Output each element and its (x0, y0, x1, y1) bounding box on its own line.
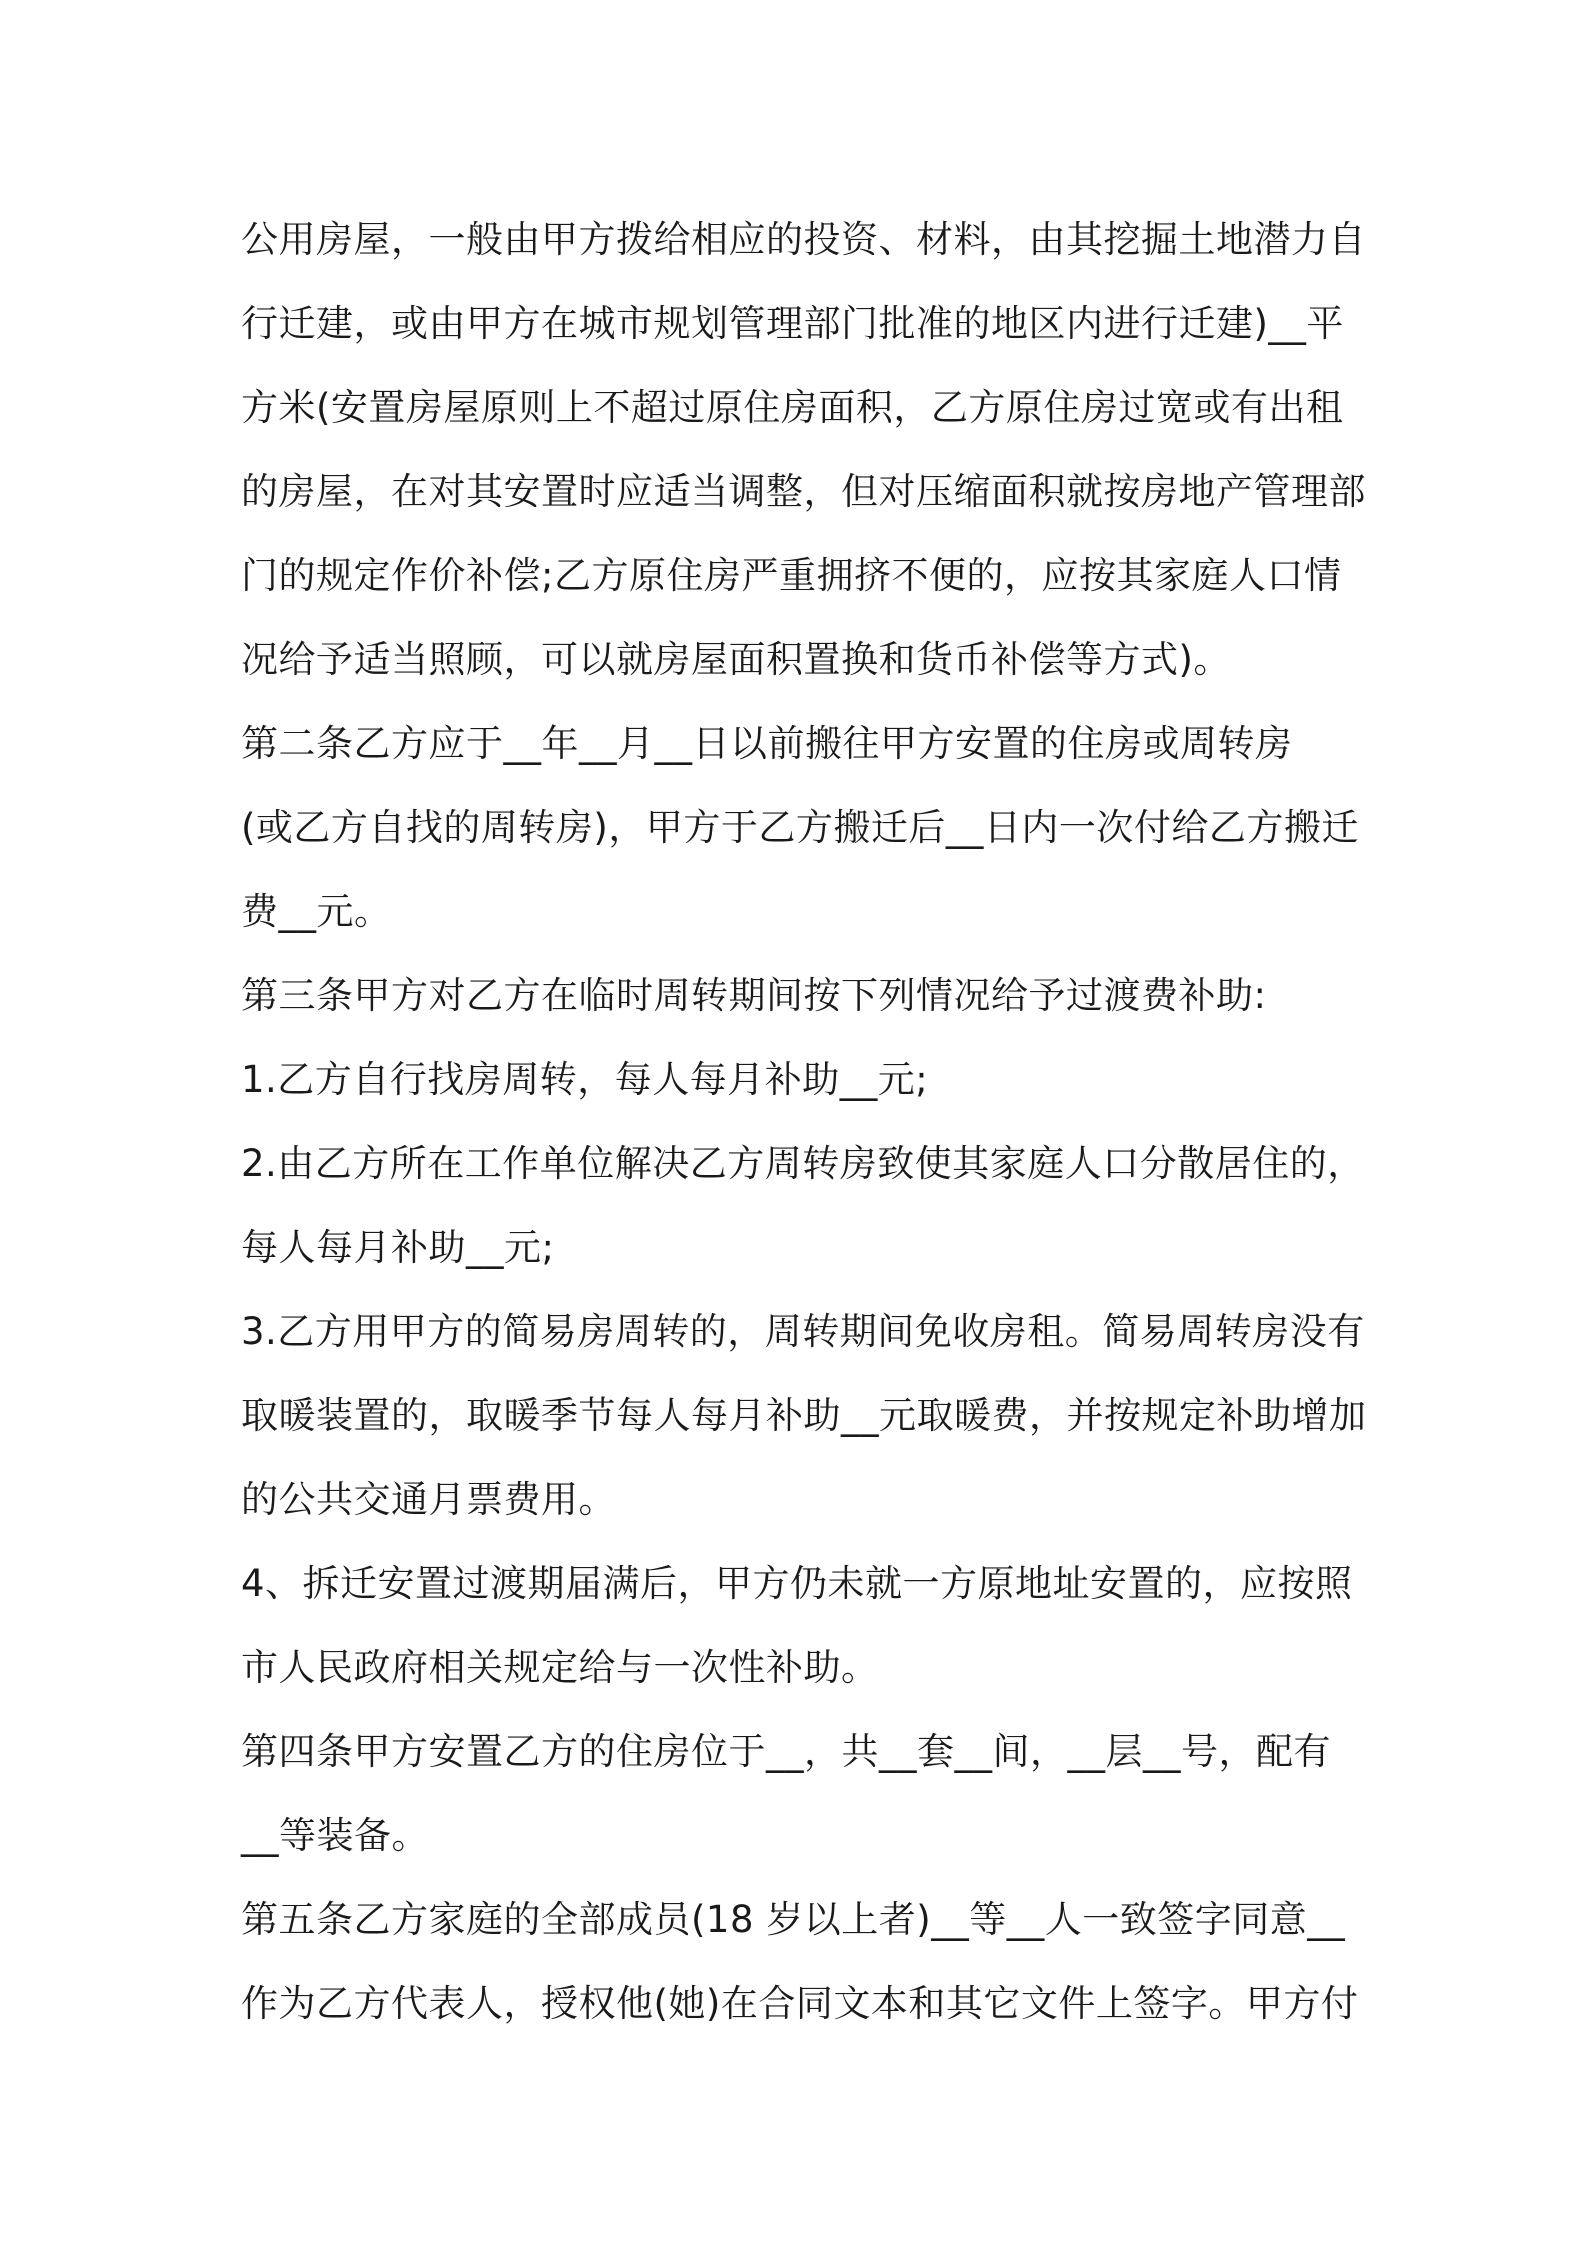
text-line: __等装备。 (241, 1814, 429, 1857)
text-line: 市人民政府相关规定给与一次性补助。 (241, 1646, 879, 1689)
paragraph-continuation-housing (241, 198, 1366, 702)
text-line: 况给予适当照顾，可以就房屋面积置换和货币补偿等方式)。 (241, 638, 1231, 681)
text-line: 4、拆迁安置过渡期届满后，甲方仍未就一方原地址安置的，应按照 (241, 1562, 1353, 1605)
paragraph-article-2 (241, 702, 1361, 954)
text-line: 门的规定作价补偿;乙方原住房严重拥挤不便的，应按其家庭人口情 (241, 554, 1342, 597)
text-line: (或乙方自找的周转房)，甲方于乙方搬迁后__日内一次付给乙方搬迁 (241, 806, 1359, 849)
text-line: 方米(安置房屋原则上不超过原住房面积，乙方原住房过宽或有出租 (241, 386, 1344, 429)
text-line: 第四条甲方安置乙方的住房位于__，共__套__间，__层__号，配有 (241, 1730, 1331, 1773)
document-body (241, 198, 1367, 2046)
paragraph-article-4 (241, 1710, 1361, 1878)
text-line: 的公共交通月票费用。 (241, 1478, 616, 1521)
text-line: 作为乙方代表人，授权他(她)在合同文本和其它文件上签字。甲方付 (241, 1982, 1359, 2025)
list-item-4 (241, 1542, 1361, 1710)
list-item-1 (241, 1038, 1361, 1122)
text-line: 第三条甲方对乙方在临时周转期间按下列情况给予过渡费补助: (241, 974, 1267, 1017)
text-line: 费__元。 (241, 890, 392, 933)
text-line: 1.乙方自行找房周转，每人每月补助__元; (241, 1058, 929, 1101)
paragraph-article-5 (241, 1878, 1361, 2046)
text-line: 的房屋，在对其安置时应适当调整，但对压缩面积就按房地产管理部 (241, 470, 1366, 513)
list-item-3 (241, 1290, 1367, 1542)
text-line: 2.由乙方所在工作单位解决乙方周转房致使其家庭人口分散居住的， (241, 1142, 1365, 1185)
text-line: 第二条乙方应于__年__月__日以前搬往甲方安置的住房或周转房 (241, 722, 1293, 765)
text-line: 取暖装置的，取暖季节每人每月补助__元取暖费，并按规定补助增加 (241, 1394, 1367, 1437)
list-item-2 (241, 1122, 1365, 1290)
text-line: 行迁建，或由甲方在城市规划管理部门批准的地区内进行迁建)__平 (241, 302, 1344, 345)
paragraph-article-3 (241, 954, 1361, 1038)
text-line: 公用房屋，一般由甲方拨给相应的投资、材料，由其挖掘土地潜力自 (241, 218, 1366, 261)
text-line: 3.乙方用甲方的简易房周转的，周转期间免收房租。简易周转房没有 (241, 1310, 1365, 1353)
text-line: 每人每月补助__元; (241, 1226, 555, 1269)
text-line: 第五条乙方家庭的全部成员(18 岁以上者)__等__人一致签字同意__ (241, 1898, 1346, 1941)
